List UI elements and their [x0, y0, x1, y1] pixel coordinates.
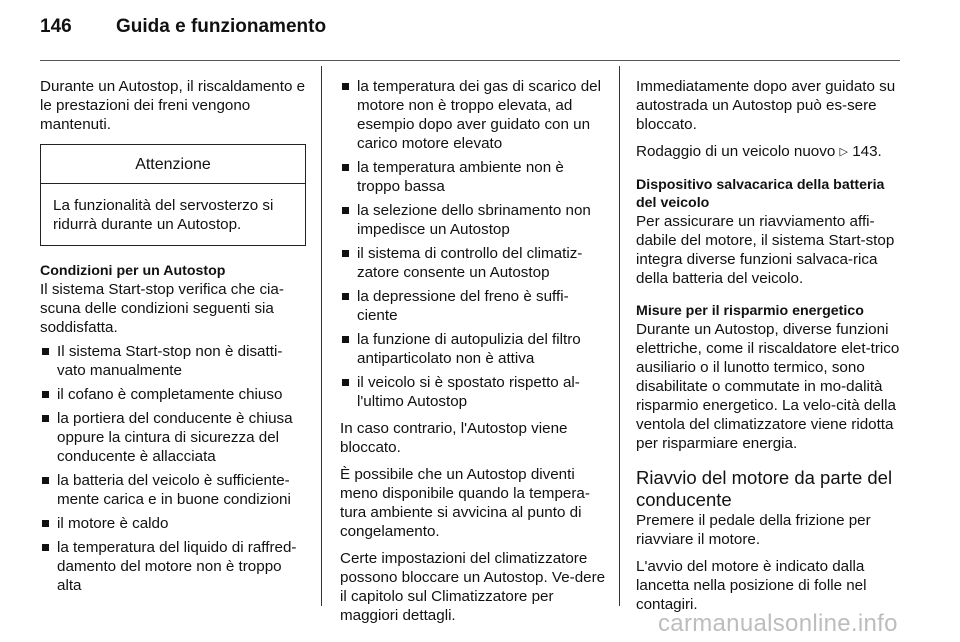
- list-item: la depressione del freno è suffi-ciente: [340, 287, 606, 325]
- motorway-paragraph: Immediatamente dopo aver guidato su autostrada un Autostop può es-sere bloccato.: [636, 78, 896, 133]
- list-item: la funzione di autopulizia del filtro antiparticolato non è attiva: [340, 330, 606, 368]
- page-number: 146: [40, 16, 72, 37]
- column-2: [340, 77, 606, 633]
- list-item: la temperatura ambiente non è troppo bassa: [340, 158, 606, 196]
- column-divider-2: [619, 66, 620, 606]
- list-item: la temperatura del liquido di raffred-damento del motore non è troppo alta: [40, 538, 306, 595]
- list-item: la batteria del veicolo è sufficiente-mente carica e in buone condizioni: [40, 471, 306, 509]
- restart-paragraph-1: Premere il pedale della frizione per riavviare il motore.: [636, 512, 871, 548]
- rodaggio-text: Rodaggio di un veicolo nuovo: [636, 143, 836, 160]
- conditions-heading: Condizioni per un Autostop: [40, 263, 226, 279]
- list-item: la selezione dello sbrinamento non impedisce un Autostop: [340, 201, 606, 239]
- conditions-intro: Il sistema Start-stop verifica che cia-scuna delle condizioni seguenti sia soddisfatta.: [40, 281, 284, 336]
- list-item: il veicolo si è spostato rispetto al-l'ultimo Autostop: [340, 373, 606, 411]
- header-divider: [40, 60, 900, 61]
- page-reference-arrow-icon: ▷: [839, 146, 848, 158]
- restart-paragraph-2: L'avvio del motore è indicato dalla lancetta nella posizione di folle nel contagiri.: [636, 558, 867, 613]
- watermark: carmanualsonline.info: [658, 610, 898, 637]
- list-item: il motore è caldo: [40, 514, 306, 533]
- battery-paragraph: Per assicurare un riavviamento affi-dabile del motore, il sistema Start-stop integra diverse funzioni salvaca-rica della batteria del veicolo.: [636, 213, 895, 287]
- chapter-title: Guida e funzionamento: [116, 16, 327, 37]
- warning-box: [40, 144, 306, 246]
- warning-text: La funzionalità del servosterzo si ridurrà durante un Autostop.: [53, 197, 274, 233]
- battery-heading: Dispositivo salvacarica della batteria del veicolo: [636, 177, 885, 211]
- energy-heading: Misure per il risparmio energetico: [636, 303, 864, 319]
- page-header: [40, 16, 326, 46]
- list-item: Il sistema Start-stop non è disatti-vato manualmente: [40, 342, 306, 380]
- conditions-list-2: [340, 77, 606, 411]
- list-item: il cofano è completamente chiuso: [40, 385, 306, 404]
- page-reference-link[interactable]: 143.: [852, 143, 882, 160]
- rodaggio-reference: [636, 142, 904, 162]
- blocked-paragraph: In caso contrario, l'Autostop viene bloccato.: [340, 420, 568, 456]
- list-item: la portiera del conducente è chiusa oppure la cintura di sicurezza del conducente è allacciata: [40, 409, 306, 466]
- column-1: [40, 77, 306, 603]
- list-item: il sistema di controllo del climatiz-zatore consente un Autostop: [340, 244, 606, 282]
- warning-title: Attenzione: [41, 145, 305, 184]
- restart-heading: Riavvio del motore da parte del conducente: [636, 467, 893, 510]
- energy-paragraph: Durante un Autostop, diverse funzioni elettriche, come il riscaldatore elet-trico ausiliario o il lunotto termico, sono disabilitate o commutate in mo-dalità risparmio energetico. La velo-cità della ventola del climatizzatore viene ridotta per risparmiare energia.: [636, 321, 900, 452]
- list-item: la temperatura dei gas di scarico del motore non è troppo elevata, ad esempio dopo aver guidato con un carico motore elevato: [340, 77, 606, 153]
- intro-paragraph: Durante un Autostop, il riscaldamento e le prestazioni dei freni vengono mantenuti.: [40, 78, 306, 133]
- column-3: [636, 77, 904, 622]
- conditions-list-1: [40, 342, 306, 595]
- freezing-paragraph: È possibile che un Autostop diventi meno disponibile quando la tempera-tura ambiente si avvicina al punto di congelamento.: [340, 466, 590, 540]
- column-divider-1: [321, 66, 322, 606]
- climate-paragraph: Certe impostazioni del climatizzatore possono bloccare un Autostop. Ve-dere il capitolo sul Climatizzatore per maggiori dettagli.: [340, 550, 606, 624]
